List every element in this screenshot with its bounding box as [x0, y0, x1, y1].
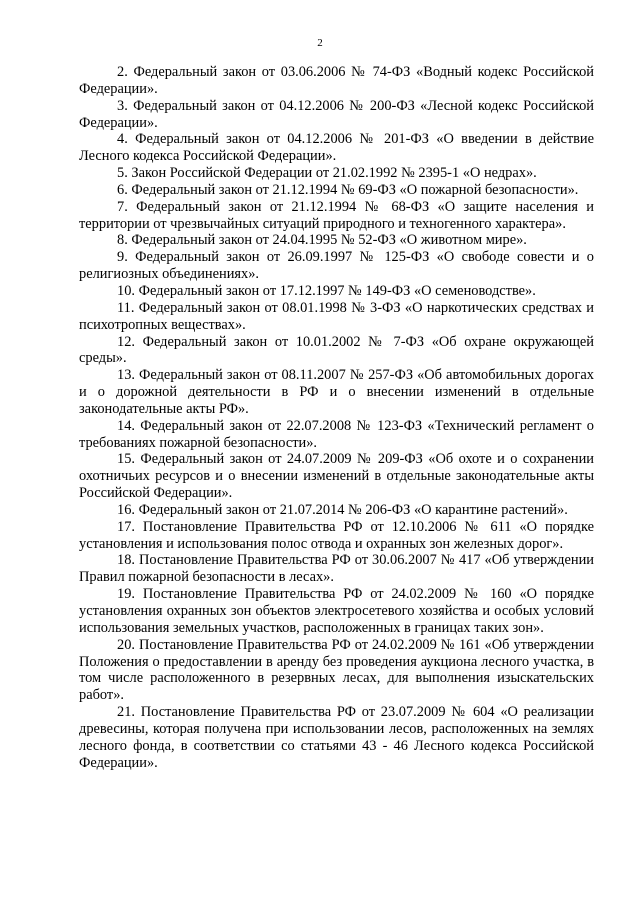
list-item: 2. Федеральный закон от 03.06.2006 № 74-ФЗ «Водный кодекс Российской Федерации». [79, 64, 594, 97]
list-item: 9. Федеральный закон от 26.09.1997 № 125-ФЗ «О свободе совести и о религиозных объединениях». [79, 249, 594, 283]
list-item: 11. Федеральный закон от 08.01.1998 № 3-ФЗ «О наркотических средствах и психотропных веществах». [79, 299, 594, 333]
list-item: 13. Федеральный закон от 08.11.2007 № 257-ФЗ «Об автомобильных дорогах и о дорожной деятельности в РФ и о внесении изменений в отдельные законодательные акты РФ». [79, 367, 594, 417]
list-item: 18. Постановление Правительства РФ от 30.06.2007 № 417 «Об утверждении Правил пожарной безопасности в лесах». [79, 552, 594, 586]
list-item: 15. Федеральный закон от 24.07.2009 № 209-ФЗ «Об охоте и о сохранении охотничьих ресурсов и о внесении изменений в отдельные законодательные акты Российской Федерации». [79, 451, 594, 502]
list-item: 12. Федеральный закон от 10.01.2002 № 7-ФЗ «Об охране окружающей среды». [79, 333, 594, 367]
page-number: 2 [317, 37, 323, 49]
list-item: 17. Постановление Правительства РФ от 12.10.2006 № 611 «О порядке установления и использования полос отвода и охранных зон железных дорог». [79, 518, 594, 552]
list-item: 8. Федеральный закон от 24.04.1995 № 52-ФЗ «О животном мире». [117, 232, 527, 249]
list-item: 3. Федеральный закон от 04.12.2006 № 200-ФЗ «Лесной кодекс Российской Федерации». [79, 97, 594, 131]
list-item: 20. Постановление Правительства РФ от 24.02.2009 № 161 «Об утверждении Положения о предоставлении в аренду без проведения аукциона лесного участка, в том числе расположенного в резервных лесах, для выполнения изыскательских работ». [79, 636, 594, 704]
list-item: 14. Федеральный закон от 22.07.2008 № 123-ФЗ «Технический регламент о требованиях пожарной безопасности». [79, 417, 594, 451]
list-item: 6. Федеральный закон от 21.12.1994 № 69-ФЗ «О пожарной безопасности». [117, 181, 579, 198]
list-item: 5. Закон Российской Федерации от 21.02.1992 № 2395-1 «О недрах». [117, 165, 537, 182]
list-item: 16. Федеральный закон от 21.07.2014 № 206-ФЗ «О карантине растений». [117, 501, 568, 518]
list-item: 19. Постановление Правительства РФ от 24.02.2009 № 160 «О порядке установления охранных зон объектов электросетевого хозяйства и особых условий использования земельных участков, расположенных в границах таких зон». [79, 586, 594, 636]
list-item: 10. Федеральный закон от 17.12.1997 № 149-ФЗ «О семеноводстве». [117, 282, 536, 299]
list-item: 21. Постановление Правительства РФ от 23.07.2009 № 604 «О реализации древесины, которая получена при использовании лесов, расположенных на землях лесного фонда, в соответствии со статьями 43 - 46 Лесного кодекса Российской Федерации». [79, 704, 594, 771]
legal-acts-list [79, 64, 594, 771]
list-item: 7. Федеральный закон от 21.12.1994 № 68-ФЗ «О защите населения и территории от чрезвычайных ситуаций природного и техногенного характера». [79, 198, 594, 232]
list-item: 4. Федеральный закон от 04.12.2006 № 201-ФЗ «О введении в действие Лесного кодекса Российской Федерации». [79, 131, 594, 165]
